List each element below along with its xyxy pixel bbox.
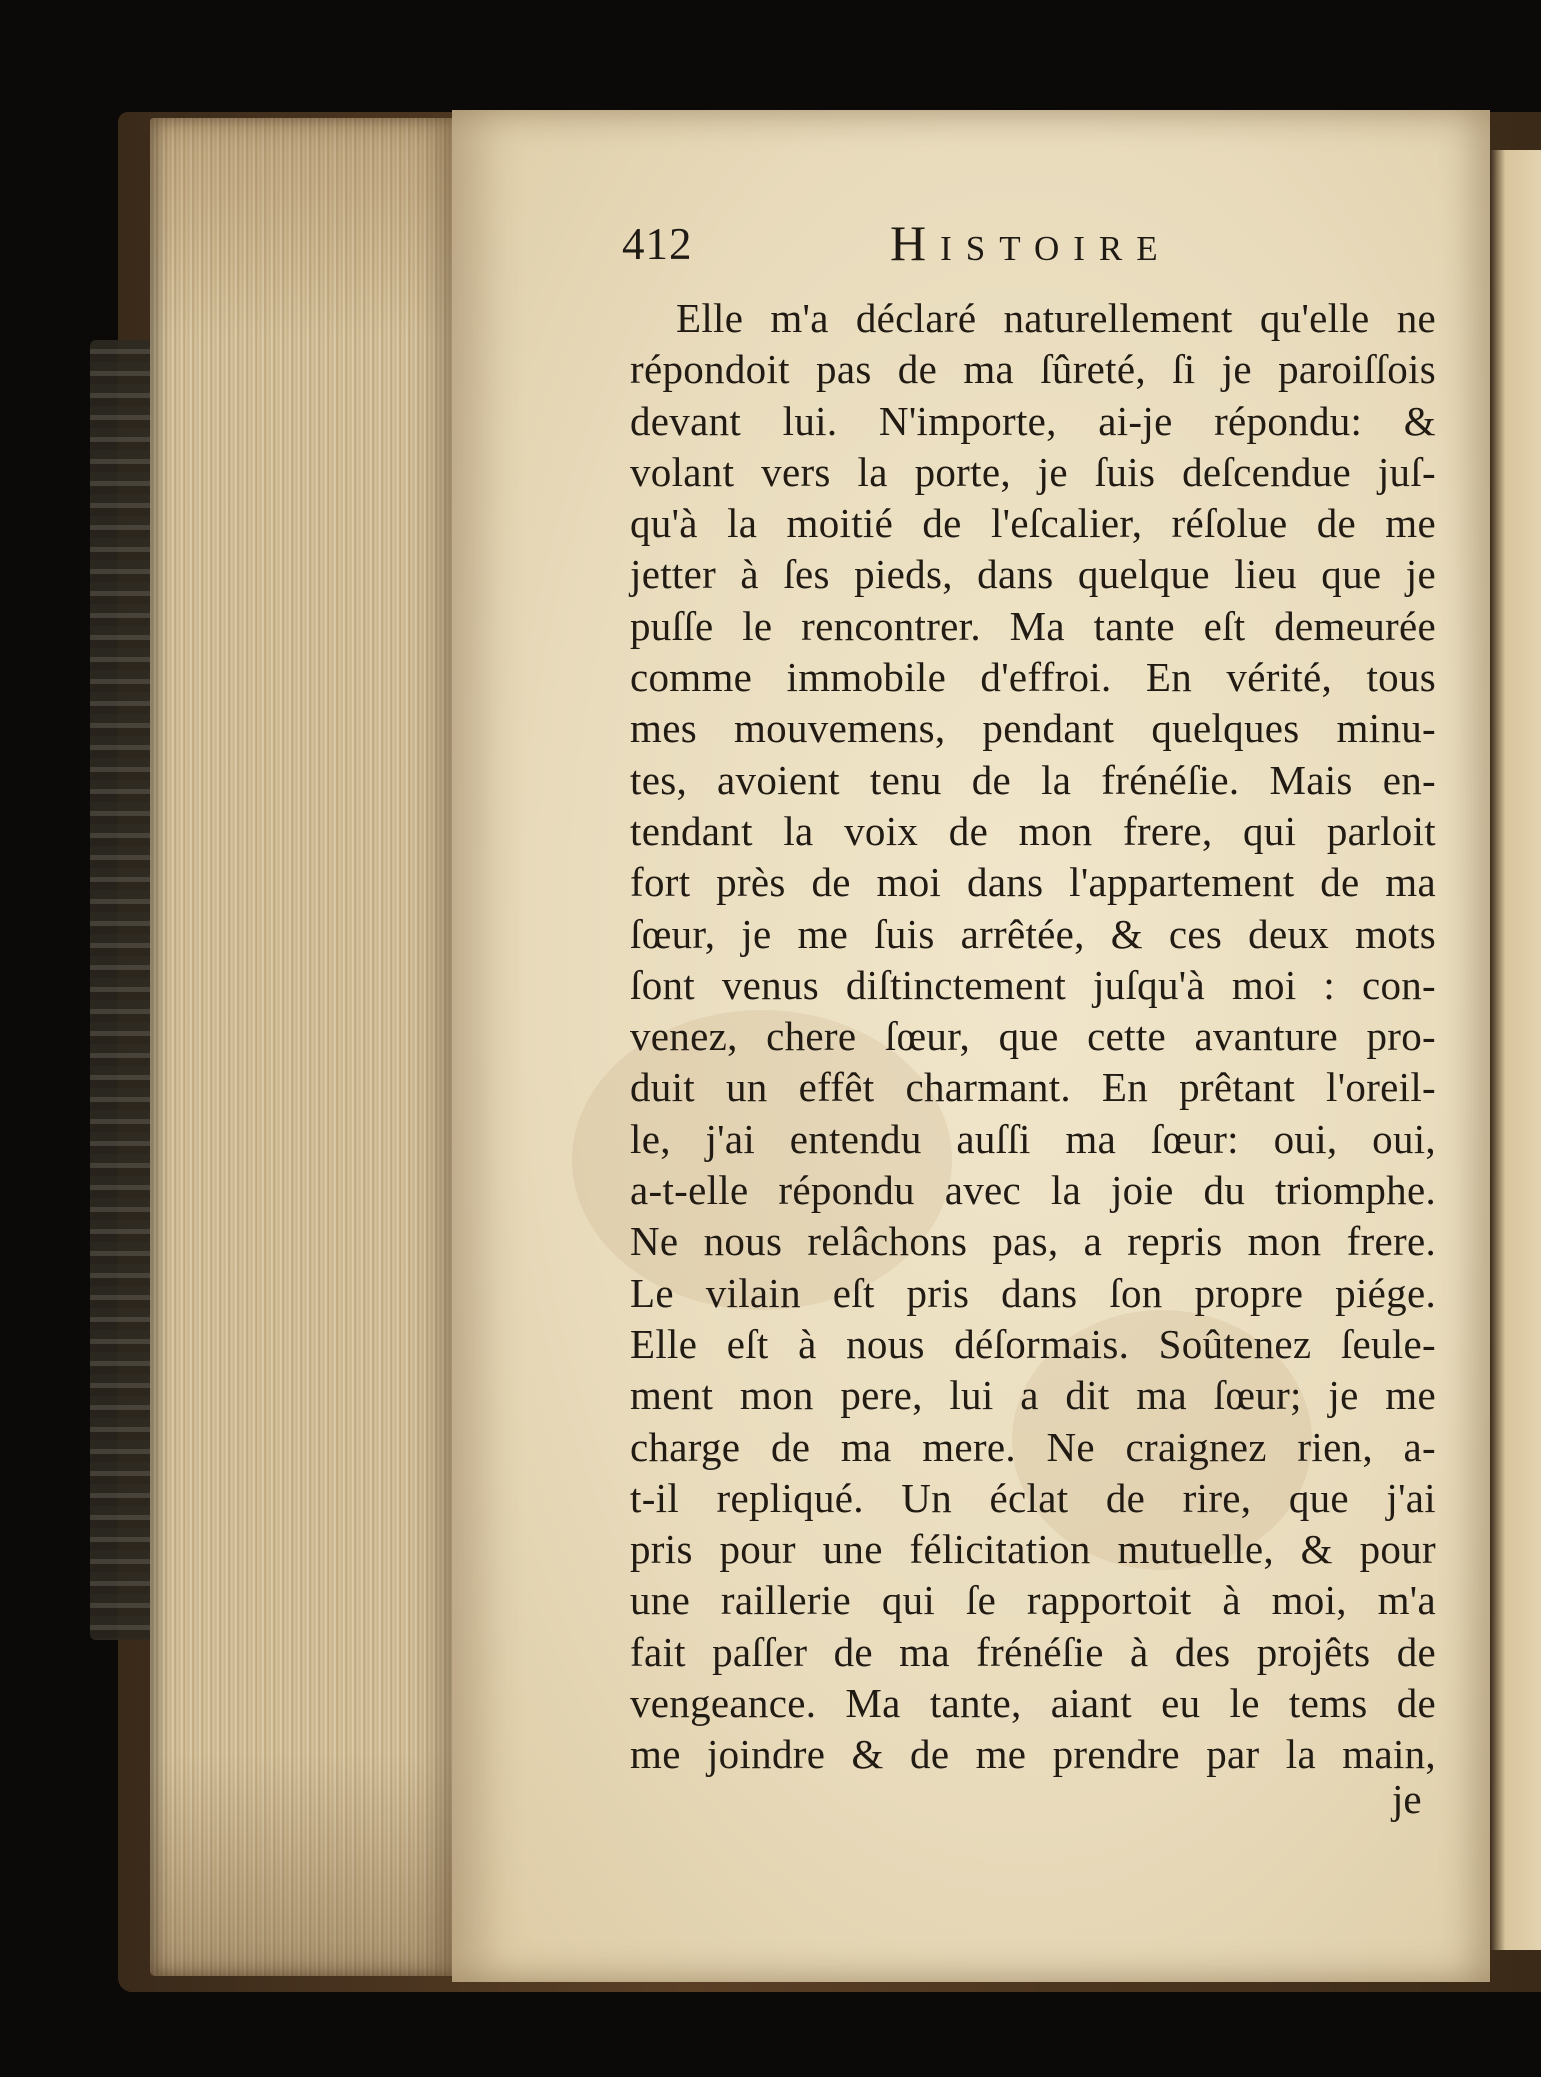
text-line: mes mouvemens, pendant quelques minu- xyxy=(630,705,1436,752)
text-line: jetter à ſes pieds, dans quelque lieu que je xyxy=(630,551,1436,598)
running-head xyxy=(622,214,1412,274)
text-line: ſont venus diſtinctement juſqu'à moi : con- xyxy=(630,961,1436,1008)
text-line: fait paſſer de ma frénéſie à des projêts de xyxy=(630,1628,1436,1675)
text-line: tendant la voix de mon frere, qui parloit xyxy=(630,807,1436,854)
page-number: 412 xyxy=(622,219,693,269)
text-line: le, j'ai entendu auſſi ma ſœur: oui, oui, xyxy=(630,1115,1436,1162)
text-line: puſſe le rencontrer. Ma tante eſt demeurée xyxy=(630,602,1436,649)
text-line: ment mon pere, lui a dit ma ſœur; je me xyxy=(630,1372,1436,1419)
text-line: ſœur, je me ſuis arrêtée, & ces deux mots xyxy=(630,910,1436,957)
text-line: Elle m'a déclaré naturellement qu'elle ne xyxy=(676,295,1436,341)
text-line: duit un effêt charmant. En prêtant l'oreil- xyxy=(630,1064,1436,1111)
text-line: répondoit pas de ma ſûreté, ſi je paroiſſois xyxy=(630,346,1436,393)
text-line: t-il repliqué. Un éclat de rire, que j'ai xyxy=(630,1474,1436,1521)
text-line: pris pour une félicitation mutuelle, & pour xyxy=(630,1526,1436,1573)
running-title: Histoire xyxy=(890,215,1172,271)
text-line: comme immobile d'effroi. En vérité, tous xyxy=(630,654,1436,701)
text-line: devant lui. N'importe, ai-je répondu: & xyxy=(630,397,1436,444)
text-line: charge de ma mere. Ne craignez rien, a- xyxy=(630,1423,1436,1470)
text-line: me joindre & de me prendre par la main, xyxy=(630,1731,1436,1778)
text-line: venez, chere ſœur, que cette avanture pro- xyxy=(630,1013,1436,1060)
text-line: Le vilain eſt pris dans ſon propre piége. xyxy=(630,1269,1436,1316)
catchword: je xyxy=(1392,1776,1422,1822)
facing-page-edge xyxy=(1490,150,1541,1950)
text-line: qu'à la moitié de l'eſcalier, réſolue de me xyxy=(630,500,1436,547)
text-line: une raillerie qui ſe rapportoit à moi, m'a xyxy=(630,1577,1436,1624)
text-line: Ne nous relâchons pas, a repris mon frere. xyxy=(630,1218,1436,1265)
text-line: fort près de moi dans l'appartement de ma xyxy=(630,859,1436,906)
page-body-text xyxy=(630,293,1436,1781)
page-edges xyxy=(150,118,460,1976)
text-line: a-t-elle répondu avec la joie du triomphe. xyxy=(630,1167,1436,1214)
text-line: volant vers la porte, je ſuis deſcendue juſ- xyxy=(630,448,1436,495)
text-line: vengeance. Ma tante, aiant eu le tems de xyxy=(630,1680,1436,1727)
text-line: tes, avoient tenu de la frénéſie. Mais en- xyxy=(630,756,1436,803)
text-line: Elle eſt à nous déſormais. Soûtenez ſeule- xyxy=(630,1320,1436,1367)
